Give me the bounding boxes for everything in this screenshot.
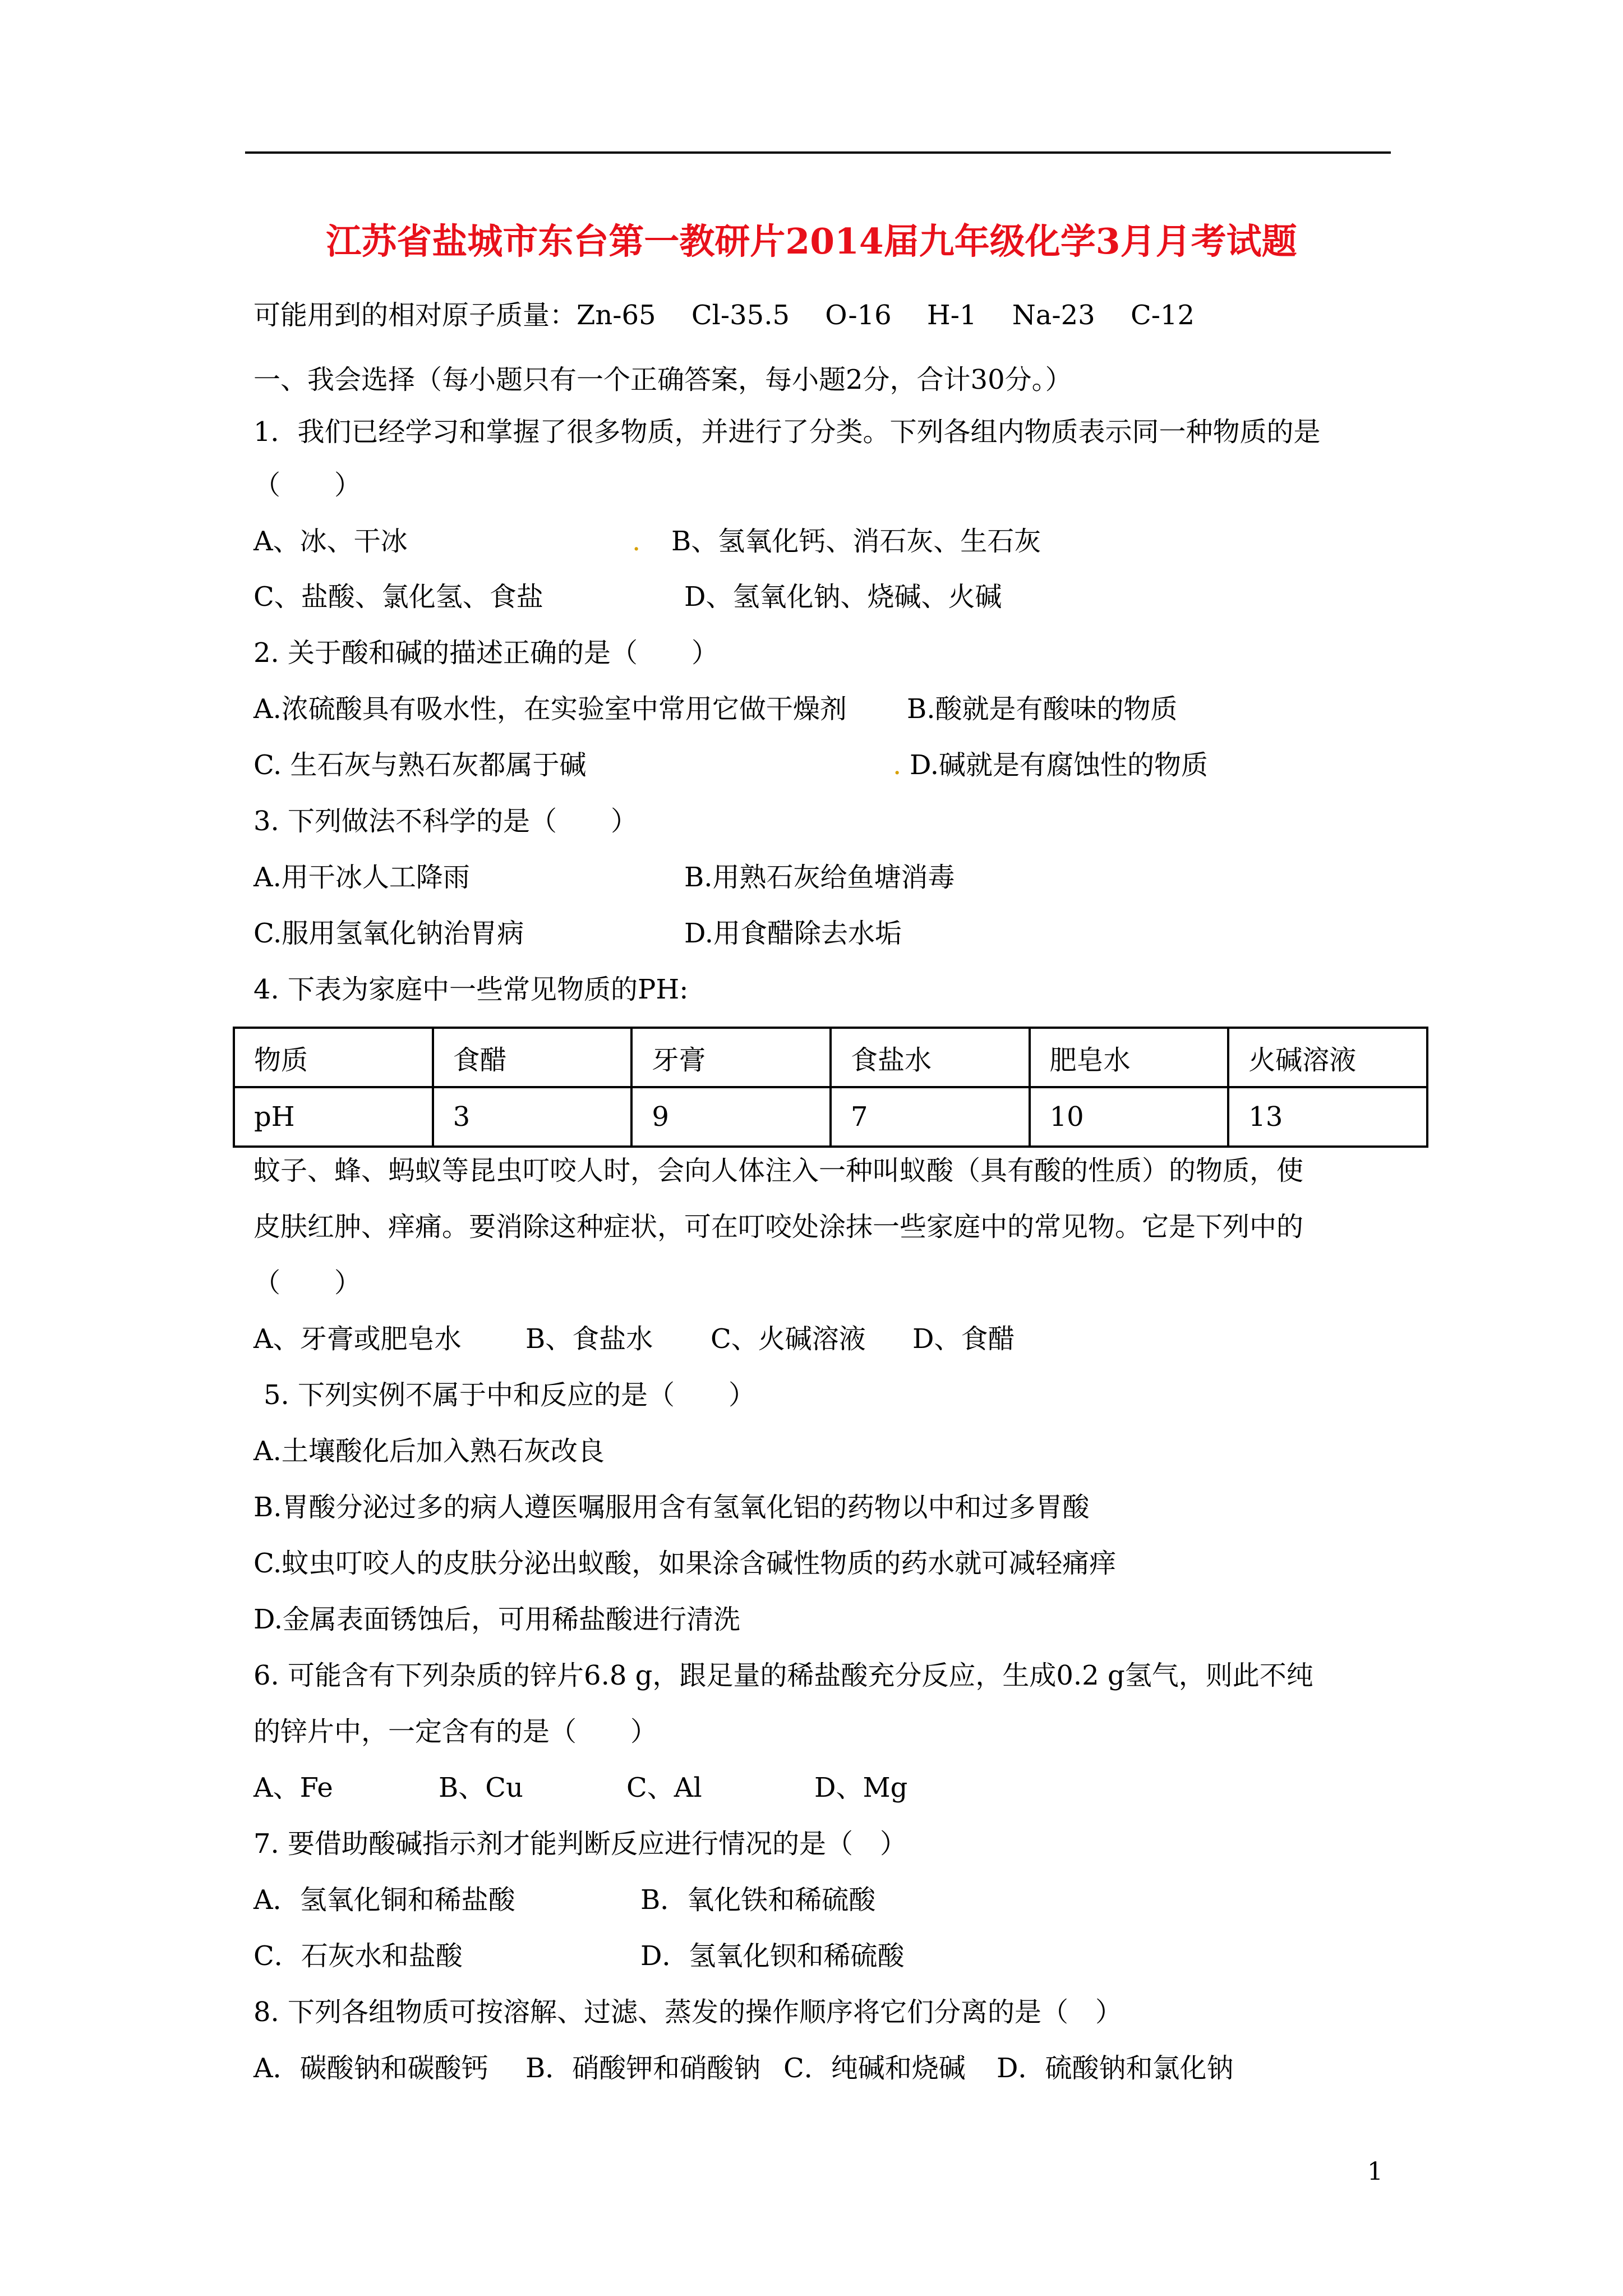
q2-option-d: D.碱就是有腐蚀性的物质 — [910, 749, 1209, 781]
q8-option-c: C．纯碱和烧碱 — [783, 2053, 966, 2084]
table-cell: 10 — [1030, 1087, 1229, 1147]
table-cell: 物质 — [234, 1028, 433, 1087]
q7-option-c: C．石灰水和盐酸 — [253, 1940, 463, 1972]
q1-stem: 1．我们已经学习和掌握了很多物质，并进行了分类。下列各组内物质表示同一种物质的是 — [253, 416, 1321, 448]
stray-dot: . — [632, 526, 641, 557]
q4-body-line1: 蚊子、蜂、蚂蚁等昆虫叮咬人时，会向人体注入一种叫蚁酸（具有酸的性质）的物质，使 — [253, 1155, 1304, 1186]
q3-option-a: A.用干冰人工降雨 — [253, 862, 470, 893]
q1-options-row2 — [253, 579, 1375, 615]
q4-option-d: D、食醋 — [912, 1323, 1015, 1355]
q6-option-d: D、Mg — [814, 1772, 908, 1803]
q1-option-a: A、冰、干冰 — [253, 526, 408, 557]
section-heading: 一、我会选择（每小题只有一个正确答案，每小题2分，合计30分。） — [253, 364, 1072, 395]
table-cell: 牙膏 — [631, 1028, 831, 1087]
q7-options-row2 — [253, 1938, 1375, 1974]
q1-option-b: B、氢氧化钙、消石灰、生石灰 — [671, 526, 1041, 557]
q6-options-row — [253, 1770, 1375, 1806]
q5-stem: 5. 下列实例不属于中和反应的是（ ） — [264, 1379, 756, 1411]
q2-stem: 2. 关于酸和碱的描述正确的是（ ） — [253, 637, 719, 669]
table-header-row — [234, 1028, 1427, 1087]
table-cell: 食盐水 — [831, 1028, 1030, 1087]
q4-stem: 4. 下表为家庭中一些常见物质的PH: — [253, 974, 689, 1005]
q6-stem: 6. 可能含有下列杂质的锌片6.8 g，跟足量的稀盐酸充分反应，生成0.2 g氢气，则此不纯 — [253, 1660, 1313, 1691]
q5-option-b: B.胃酸分泌过多的病人遵医嘱服用含有氢氧化铝的药物以中和过多胃酸 — [253, 1492, 1090, 1523]
q3-options-row1 — [253, 859, 1375, 895]
stray-dot: . — [893, 749, 902, 781]
q2-option-a: A.浓硫酸具有吸水性，在实验室中常用它做干燥剂 — [253, 693, 847, 725]
q3-option-c: C.服用氢氧化钠治胃病 — [253, 918, 524, 949]
table-row — [234, 1087, 1427, 1147]
table-cell: 13 — [1228, 1087, 1427, 1147]
q5-option-d: D.金属表面锈蚀后，可用稀盐酸进行清洗 — [253, 1604, 741, 1635]
q3-options-row2 — [253, 915, 1375, 951]
q2-option-b: B.酸就是有酸味的物质 — [907, 693, 1178, 725]
q4-option-b: B、食盐水 — [525, 1323, 653, 1355]
table-cell: 食醋 — [433, 1028, 632, 1087]
q8-stem: 8. 下列各组物质可按溶解、过滤、蒸发的操作顺序将它们分离的是（ ） — [253, 1996, 1123, 2028]
q3-option-b: B.用熟石灰给鱼塘消毒 — [684, 862, 955, 893]
header-rule — [245, 151, 1391, 154]
q2-options-row2 — [253, 747, 1375, 783]
atomic-mass-line: 可能用到的相对原子质量：Zn-65 Cl-35.5 O-16 H-1 Na-23 C-12 — [253, 300, 1195, 331]
q8-options-row — [253, 2050, 1375, 2086]
table-cell: 9 — [631, 1087, 831, 1147]
q4-paren: （ ） — [253, 1267, 362, 1299]
page-number: 1 — [1367, 2157, 1383, 2186]
q8-option-b: B．硝酸钾和硝酸钠 — [525, 2053, 761, 2084]
q2-options-row1 — [253, 691, 1375, 727]
q4-option-c: C、火碱溶液 — [711, 1323, 866, 1355]
table-cell: 3 — [433, 1087, 632, 1147]
q7-option-b: B．氧化铁和稀硫酸 — [640, 1884, 876, 1916]
q6-option-a: A、Fe — [253, 1772, 333, 1803]
table-cell: 火碱溶液 — [1228, 1028, 1427, 1087]
q7-option-a: A．氢氧化铜和稀盐酸 — [253, 1884, 515, 1916]
q5-option-a: A.土壤酸化后加入熟石灰改良 — [253, 1435, 605, 1467]
q7-stem: 7. 要借助酸碱指示剂才能判断反应进行情况的是（ ） — [253, 1828, 907, 1860]
q2-option-c: C. 生石灰与熟石灰都属于碱 — [253, 749, 587, 781]
q1-options-row1 — [253, 523, 1375, 559]
q6-option-c: C、Al — [626, 1772, 702, 1803]
q1-option-c: C、盐酸、氯化氢、食盐 — [253, 581, 543, 613]
q7-option-d: D．氢氧化钡和稀硫酸 — [640, 1940, 905, 1972]
q6-stem-cont: 的锌片中，一定含有的是（ ） — [253, 1716, 658, 1747]
q8-option-d: D．硫酸钠和氯化钠 — [997, 2053, 1234, 2084]
table-cell: pH — [234, 1087, 433, 1147]
q5-option-c: C.蚊虫叮咬人的皮肤分泌出蚁酸，如果涂含碱性物质的药水就可减轻痛痒 — [253, 1548, 1117, 1579]
q3-option-d: D.用食醋除去水垢 — [684, 918, 902, 949]
q4-option-a: A、牙膏或肥皂水 — [253, 1323, 462, 1355]
q6-option-b: B、Cu — [439, 1772, 523, 1803]
table-cell: 7 — [831, 1087, 1030, 1147]
q4-options-row — [253, 1321, 1375, 1357]
q4-body-line2: 皮肤红肿、痒痛。要消除这种症状，可在叮咬处涂抹一些家庭中的常见物。它是下列中的 — [253, 1211, 1304, 1243]
q7-options-row1 — [253, 1882, 1375, 1918]
q8-option-a: A．碳酸钠和碳酸钙 — [253, 2053, 488, 2084]
q1-option-d: D、氢氧化钠、烧碱、火碱 — [684, 581, 1002, 613]
table-cell: 肥皂水 — [1030, 1028, 1229, 1087]
q1-paren: （ ） — [253, 470, 362, 501]
page-title: 江苏省盐城市东台第一教研片2014届九年级化学3月月考试题 — [326, 220, 1297, 262]
ph-table — [233, 1027, 1428, 1148]
q3-stem: 3. 下列做法不科学的是（ ） — [253, 806, 638, 837]
